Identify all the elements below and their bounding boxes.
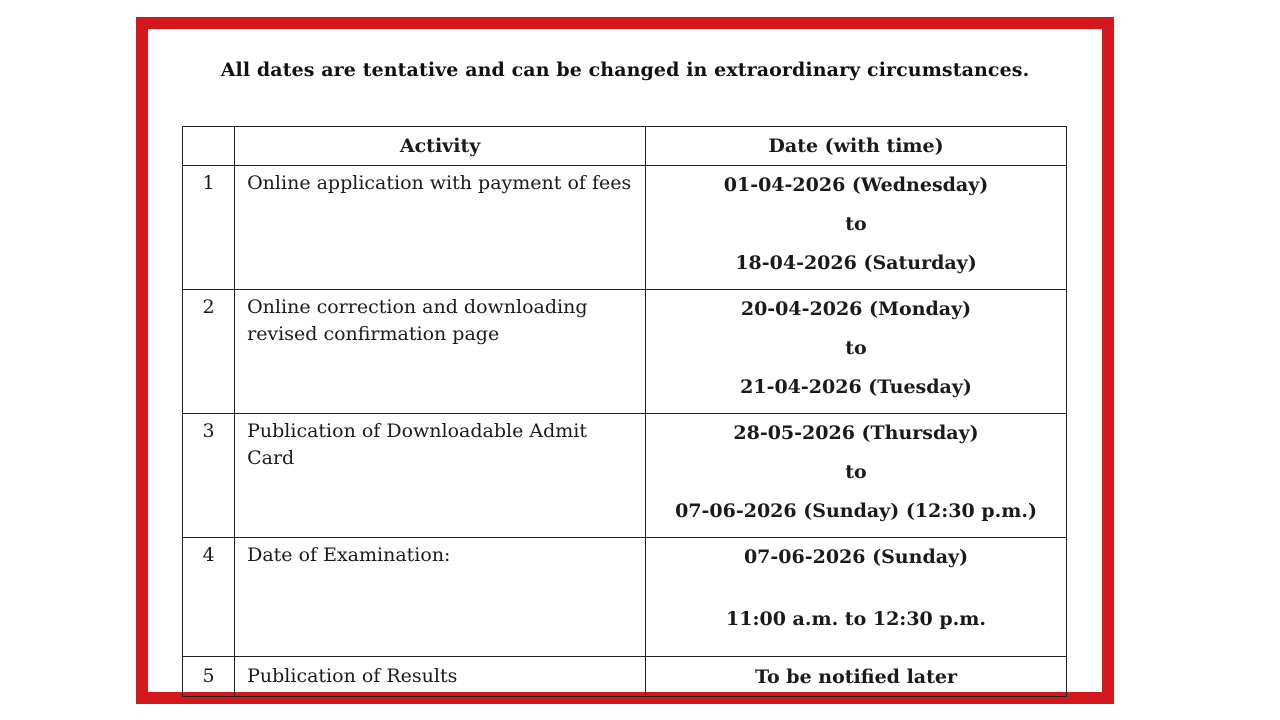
- row-activity: Online application with payment of fees: [235, 166, 646, 290]
- row-activity: Online correction and downloading revised confirmation page: [235, 290, 646, 414]
- header-date-with-time: Date (with time): [646, 127, 1067, 166]
- date-to: 18-04-2026 (Saturday): [735, 252, 977, 274]
- table-header-row: [183, 127, 1067, 166]
- row-date-cell: [646, 538, 1067, 657]
- row-serial-number: 4: [183, 538, 235, 657]
- schedule-table: [182, 126, 1067, 697]
- header-serial-number: [183, 127, 235, 166]
- row-activity: Publication of Results: [235, 657, 646, 697]
- date-from: 20-04-2026 (Monday): [740, 298, 972, 320]
- row-activity: Publication of Downloadable Admit Card: [235, 414, 646, 538]
- table-row: [183, 538, 1067, 657]
- row-serial-number: 3: [183, 414, 235, 538]
- date-separator: to: [845, 337, 867, 359]
- row-serial-number: 2: [183, 290, 235, 414]
- row-date-cell: [646, 290, 1067, 414]
- header-activity: Activity: [235, 127, 646, 166]
- date-to: 21-04-2026 (Tuesday): [740, 376, 972, 398]
- table-row: [183, 657, 1067, 697]
- row-date-cell: [646, 166, 1067, 290]
- table-row: [183, 290, 1067, 414]
- table-row: [183, 166, 1067, 290]
- row-serial-number: 5: [183, 657, 235, 697]
- date-separator: to: [845, 213, 867, 235]
- document-frame: [136, 17, 1114, 704]
- row-serial-number: 1: [183, 166, 235, 290]
- tentative-dates-notice: All dates are tentative and can be changed in extraordinary circumstances.: [220, 59, 1030, 81]
- row-activity: Date of Examination:: [235, 538, 646, 657]
- exam-date: 07-06-2026 (Sunday): [743, 546, 969, 568]
- exam-time: 11:00 a.m. to 12:30 p.m.: [726, 608, 986, 630]
- date-from: 01-04-2026 (Wednesday): [723, 174, 989, 196]
- table-row: [183, 414, 1067, 538]
- date-to: 07-06-2026 (Sunday) (12:30 p.m.): [675, 500, 1037, 522]
- row-date-cell: [646, 414, 1067, 538]
- row-date-cell: To be notified later: [646, 657, 1067, 697]
- date-separator: to: [845, 461, 867, 483]
- date-from: 28-05-2026 (Thursday): [733, 422, 979, 444]
